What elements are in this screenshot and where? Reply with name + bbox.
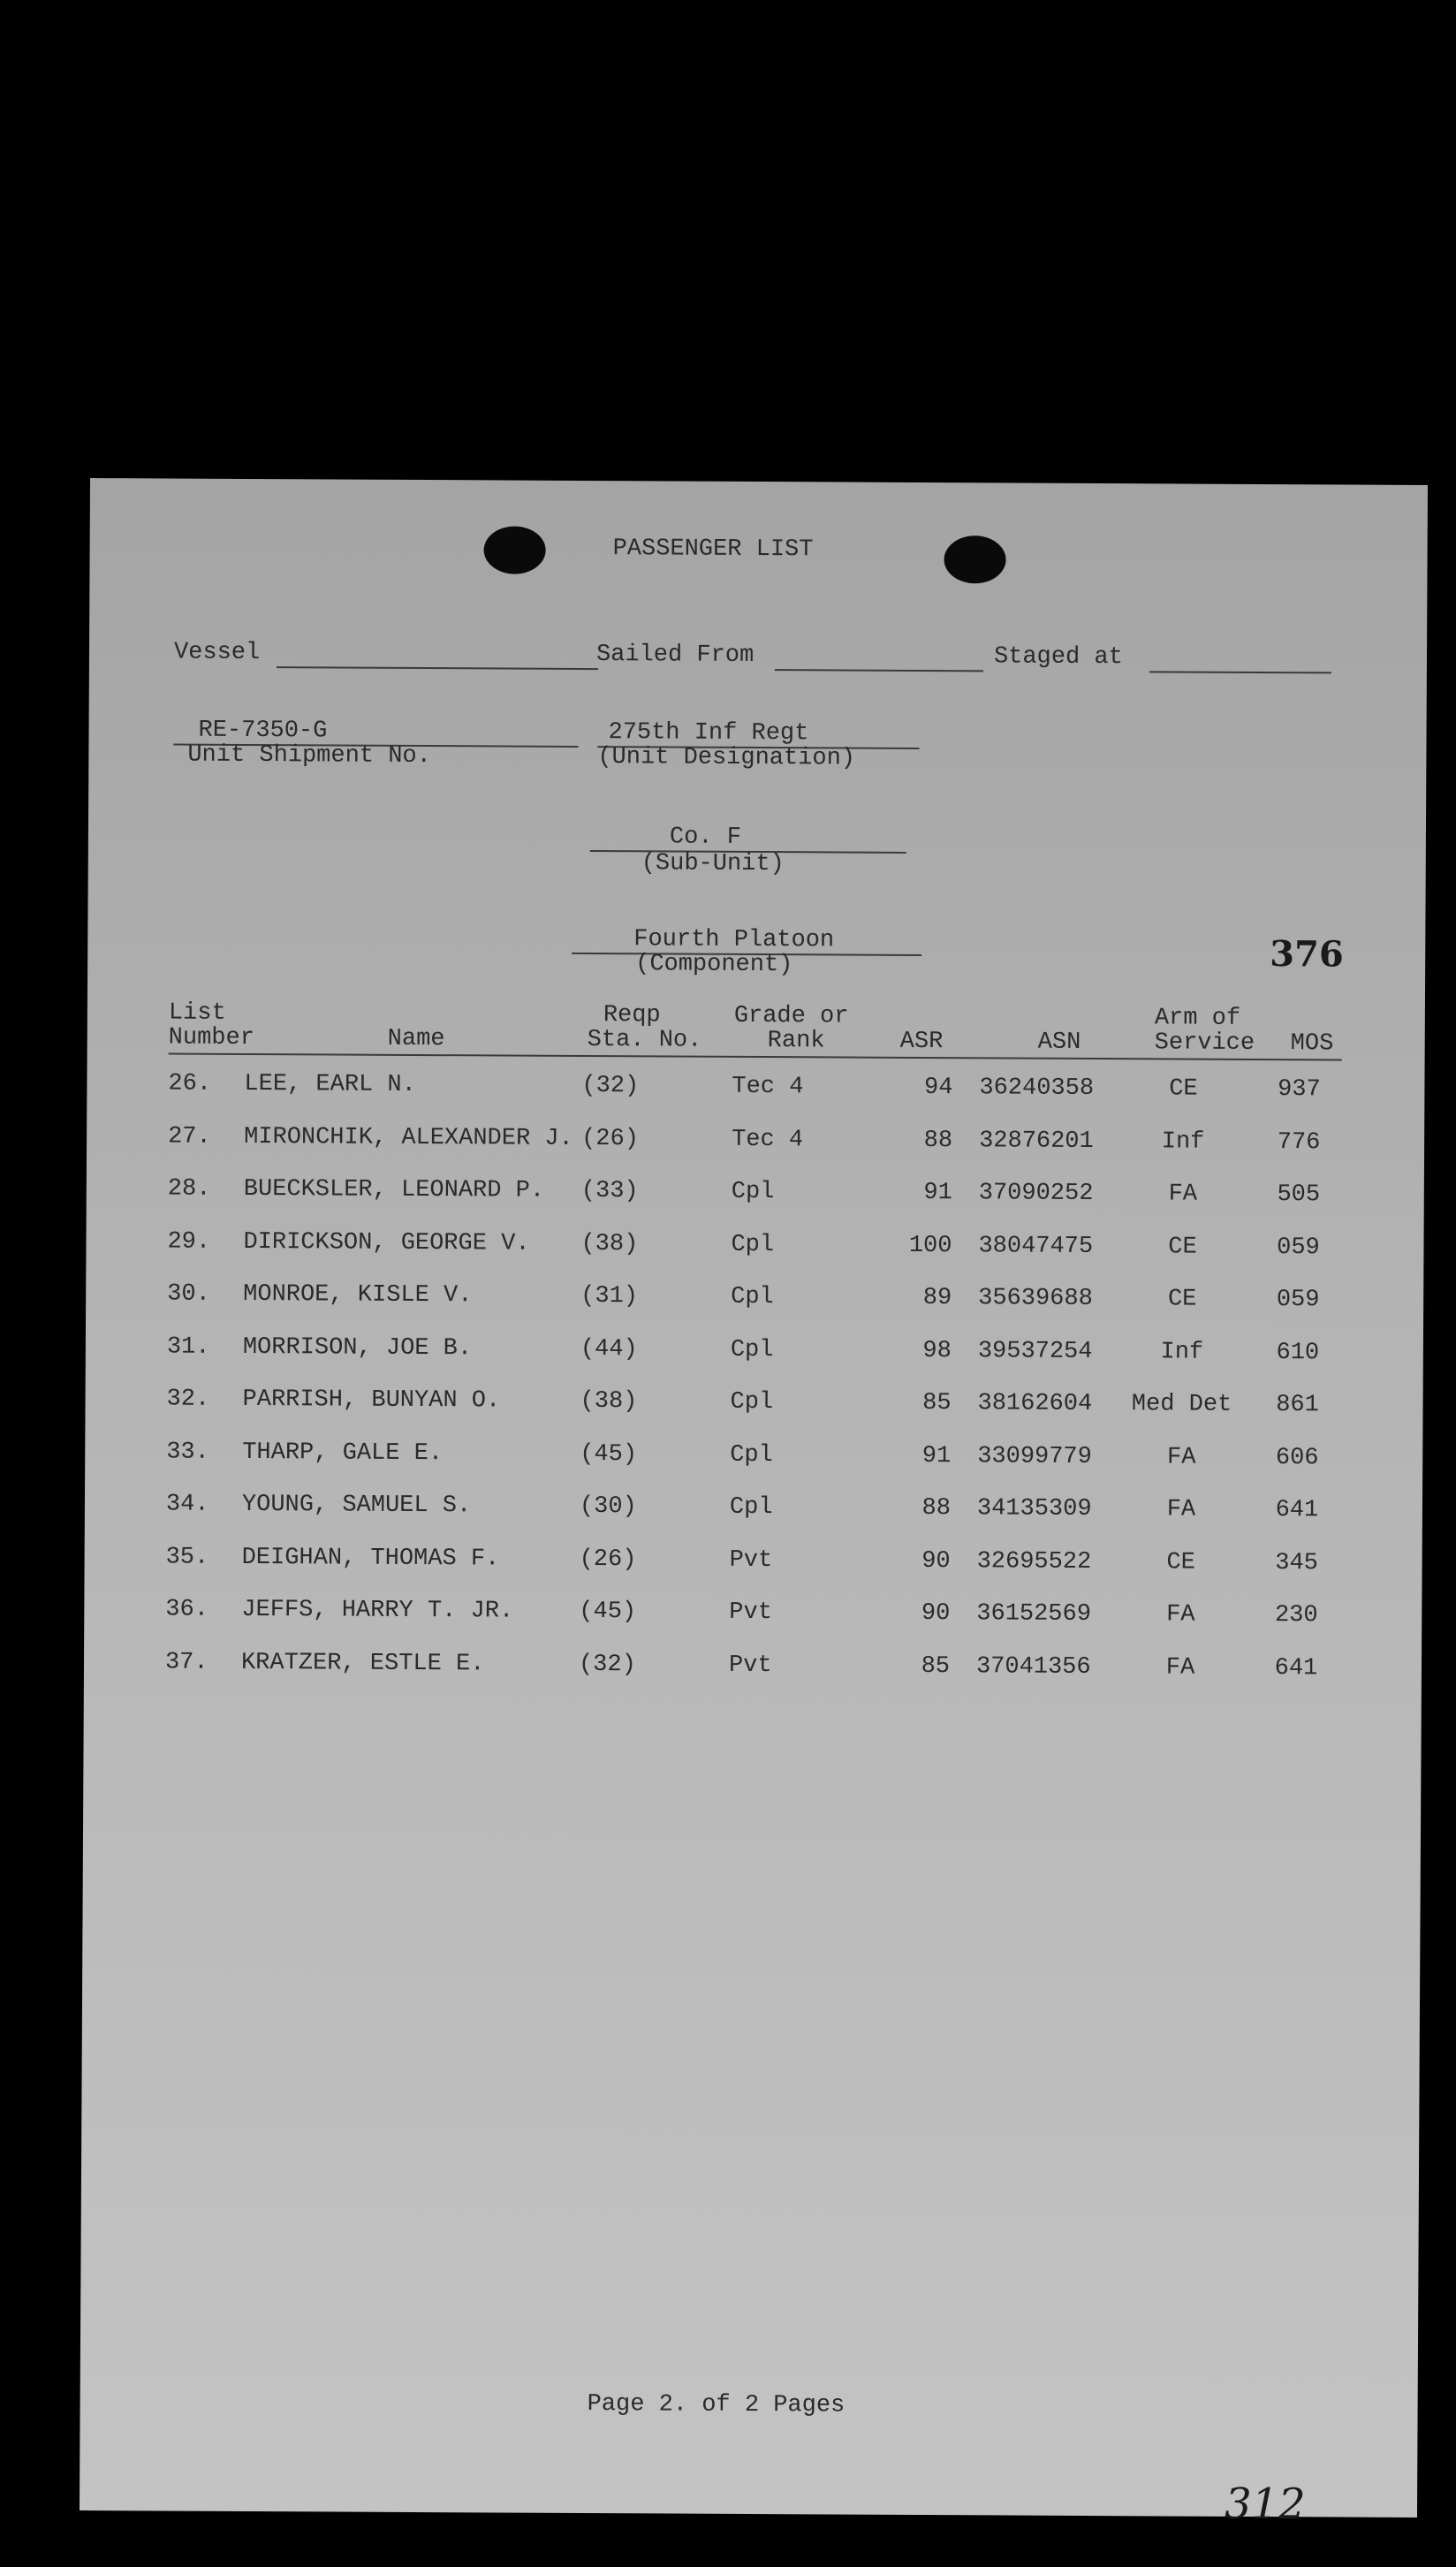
vessel-label: Vessel <box>173 639 261 667</box>
table-row <box>84 1649 1422 1691</box>
table-row <box>87 1123 1424 1166</box>
row-arm: CE <box>1168 1233 1197 1261</box>
row-number: 27. <box>168 1123 211 1151</box>
row-asr: 88 <box>923 1127 953 1154</box>
row-asn: 37041356 <box>975 1652 1091 1681</box>
row-mos: 610 <box>1276 1339 1320 1366</box>
col-list-header-1: List <box>168 999 226 1027</box>
row-station: (30) <box>579 1492 637 1521</box>
row-station: (45) <box>579 1598 637 1626</box>
document-page <box>80 478 1428 2530</box>
col-grade-header-2: Rank <box>767 1028 825 1055</box>
table-row <box>85 1491 1422 1533</box>
row-station: (26) <box>581 1125 640 1152</box>
row-mos: 861 <box>1276 1392 1319 1419</box>
row-mos: 059 <box>1276 1287 1320 1314</box>
row-name: PARRISH, BUNYAN O. <box>242 1386 501 1415</box>
col-asn-header: ASN <box>1037 1029 1081 1056</box>
row-station: (26) <box>579 1546 637 1573</box>
unit-shipment-label: Unit Shipment No. <box>187 741 431 771</box>
component-label: (Component) <box>635 951 793 979</box>
row-number: 26. <box>168 1070 212 1097</box>
row-asr: 91 <box>923 1180 952 1207</box>
row-arm: Med Det <box>1131 1391 1232 1418</box>
row-asr: 98 <box>922 1337 952 1364</box>
row-asn: 37090252 <box>978 1180 1094 1208</box>
row-grade: Cpl <box>730 1388 774 1416</box>
row-name: MORRISON, JOE B. <box>242 1333 473 1362</box>
row-mos: 776 <box>1277 1128 1321 1156</box>
row-mos: 641 <box>1274 1654 1318 1682</box>
col-reqp-header-2: Sta. No. <box>587 1027 702 1054</box>
row-arm: CE <box>1167 1286 1197 1313</box>
row-name: THARP, GALE E. <box>242 1439 444 1467</box>
row-grade: Tec 4 <box>732 1126 804 1153</box>
row-arm: CE <box>1166 1548 1195 1576</box>
row-grade: Pvt <box>728 1652 772 1679</box>
row-grade: Cpl <box>730 1336 774 1363</box>
row-asr: 88 <box>921 1494 952 1523</box>
row-arm: Inf <box>1161 1128 1205 1156</box>
row-asn: 34135309 <box>976 1495 1092 1523</box>
punch-hole-right <box>944 535 1005 583</box>
row-arm: Inf <box>1160 1338 1204 1366</box>
vessel-blank-line <box>277 666 598 670</box>
table-row <box>86 1280 1423 1323</box>
row-asn: 32695522 <box>976 1547 1092 1576</box>
staged-at-label: Staged at <box>993 643 1123 672</box>
sub-unit-value: Co. F <box>669 824 742 851</box>
row-asn: 33099779 <box>977 1442 1092 1470</box>
table-row <box>87 1070 1424 1113</box>
document-title: PASSENGER LIST <box>612 535 814 564</box>
row-arm: FA <box>1166 1443 1196 1471</box>
row-mos: 937 <box>1278 1076 1321 1104</box>
unit-designation-value: 275th Inf Regt <box>608 719 809 748</box>
row-grade: Cpl <box>729 1493 773 1522</box>
row-station: (31) <box>580 1282 639 1310</box>
row-number: 32. <box>166 1386 210 1413</box>
row-name: DIRICKSON, GEORGE V. <box>243 1228 530 1257</box>
row-asn: 38162604 <box>977 1390 1093 1418</box>
col-asr-header: ASR <box>899 1028 944 1056</box>
row-asn: 38047475 <box>978 1232 1094 1260</box>
row-asr: 94 <box>923 1075 953 1102</box>
row-arm: FA <box>1168 1181 1198 1208</box>
table-row <box>85 1386 1422 1428</box>
unit-shipment-value: RE-7350-G <box>198 717 328 745</box>
row-grade: Tec 4 <box>732 1073 804 1101</box>
row-name: LEE, EARL N. <box>244 1070 416 1098</box>
row-name: YOUNG, SAMUEL S. <box>241 1491 472 1520</box>
col-name-header: Name <box>387 1025 445 1053</box>
row-number: 35. <box>165 1544 209 1571</box>
row-number: 28. <box>167 1175 211 1203</box>
table-row <box>86 1333 1423 1376</box>
row-name: JEFFS, HARRY T. JR. <box>241 1596 514 1625</box>
row-station: (33) <box>580 1177 639 1205</box>
row-arm: FA <box>1166 1496 1196 1523</box>
row-asn: 32876201 <box>979 1127 1094 1155</box>
row-name: DEIGHAN, THOMAS F. <box>241 1544 500 1572</box>
table-row <box>85 1439 1422 1481</box>
row-name: MIRONCHIK, ALEXANDER J. <box>244 1123 573 1152</box>
row-asr: 90 <box>921 1599 951 1628</box>
sailed-from-blank-line <box>775 669 983 672</box>
row-name: KRATZER, ESTLE E. <box>240 1649 485 1677</box>
row-number: 30. <box>167 1280 210 1308</box>
row-name: MONROE, KISLE V. <box>243 1280 473 1310</box>
row-asn: 36240358 <box>979 1075 1095 1103</box>
col-list-header-2: Number <box>168 1024 255 1052</box>
row-asr: 85 <box>921 1652 951 1680</box>
row-asr: 91 <box>921 1442 952 1470</box>
row-station: (45) <box>580 1440 638 1468</box>
row-arm: FA <box>1165 1653 1195 1682</box>
row-asn: 39537254 <box>977 1337 1093 1365</box>
row-number: 31. <box>166 1333 210 1361</box>
table-row <box>85 1544 1422 1586</box>
col-arm-header-1: Arm of <box>1154 1005 1241 1032</box>
row-station: (38) <box>580 1387 638 1416</box>
row-arm: CE <box>1169 1075 1198 1103</box>
table-row <box>87 1175 1424 1218</box>
staged-at-blank-line <box>1149 671 1331 673</box>
sub-unit-label: (Sub-Unit) <box>641 850 785 878</box>
row-station: (38) <box>580 1230 639 1257</box>
col-grade-header-1: Grade or <box>733 1002 849 1030</box>
row-station: (32) <box>578 1651 636 1678</box>
handwritten-number: 312 <box>1224 2479 1306 2530</box>
row-name: BUECKSLER, LEONARD P. <box>243 1175 545 1204</box>
col-mos-header: MOS <box>1290 1030 1334 1058</box>
row-grade: Pvt <box>729 1599 773 1627</box>
row-asn: 36152569 <box>976 1600 1092 1629</box>
unit-designation-label: (Unit Designation) <box>597 744 856 772</box>
row-grade: Cpl <box>730 1441 773 1469</box>
row-arm: FA <box>1166 1601 1195 1629</box>
row-number: 34. <box>165 1491 209 1518</box>
row-grade: Cpl <box>731 1178 775 1206</box>
table-row <box>86 1228 1423 1271</box>
row-number: 37. <box>164 1649 209 1676</box>
row-asr: 89 <box>922 1285 952 1312</box>
row-mos: 641 <box>1275 1497 1319 1524</box>
component-value: Fourth Platoon <box>633 926 835 954</box>
row-grade: Cpl <box>731 1231 775 1258</box>
row-asr: 85 <box>922 1389 952 1417</box>
row-number: 29. <box>167 1228 211 1256</box>
row-number: 33. <box>166 1439 209 1466</box>
page-number-text: Page 2. of 2 Pages <box>587 2391 846 2419</box>
row-mos: 059 <box>1277 1234 1320 1261</box>
row-asr: 100 <box>908 1232 952 1259</box>
table-row <box>84 1596 1422 1638</box>
col-reqp-header-1: Reqp <box>603 1002 661 1029</box>
row-mos: 505 <box>1277 1181 1321 1209</box>
row-grade: Cpl <box>731 1283 774 1311</box>
row-station: (32) <box>581 1072 640 1100</box>
stamp-number: 376 <box>1270 933 1344 976</box>
row-asn: 35639688 <box>978 1285 1093 1313</box>
row-number: 36. <box>165 1596 209 1623</box>
row-mos: 606 <box>1275 1444 1319 1471</box>
row-mos: 345 <box>1275 1549 1318 1576</box>
row-station: (44) <box>580 1335 638 1363</box>
punch-hole-left <box>483 526 545 573</box>
col-arm-header-2: Service <box>1154 1029 1255 1057</box>
row-asr: 90 <box>921 1547 951 1575</box>
row-mos: 230 <box>1274 1602 1318 1629</box>
sailed-from-label: Sailed From <box>595 642 755 669</box>
row-grade: Pvt <box>729 1546 773 1574</box>
